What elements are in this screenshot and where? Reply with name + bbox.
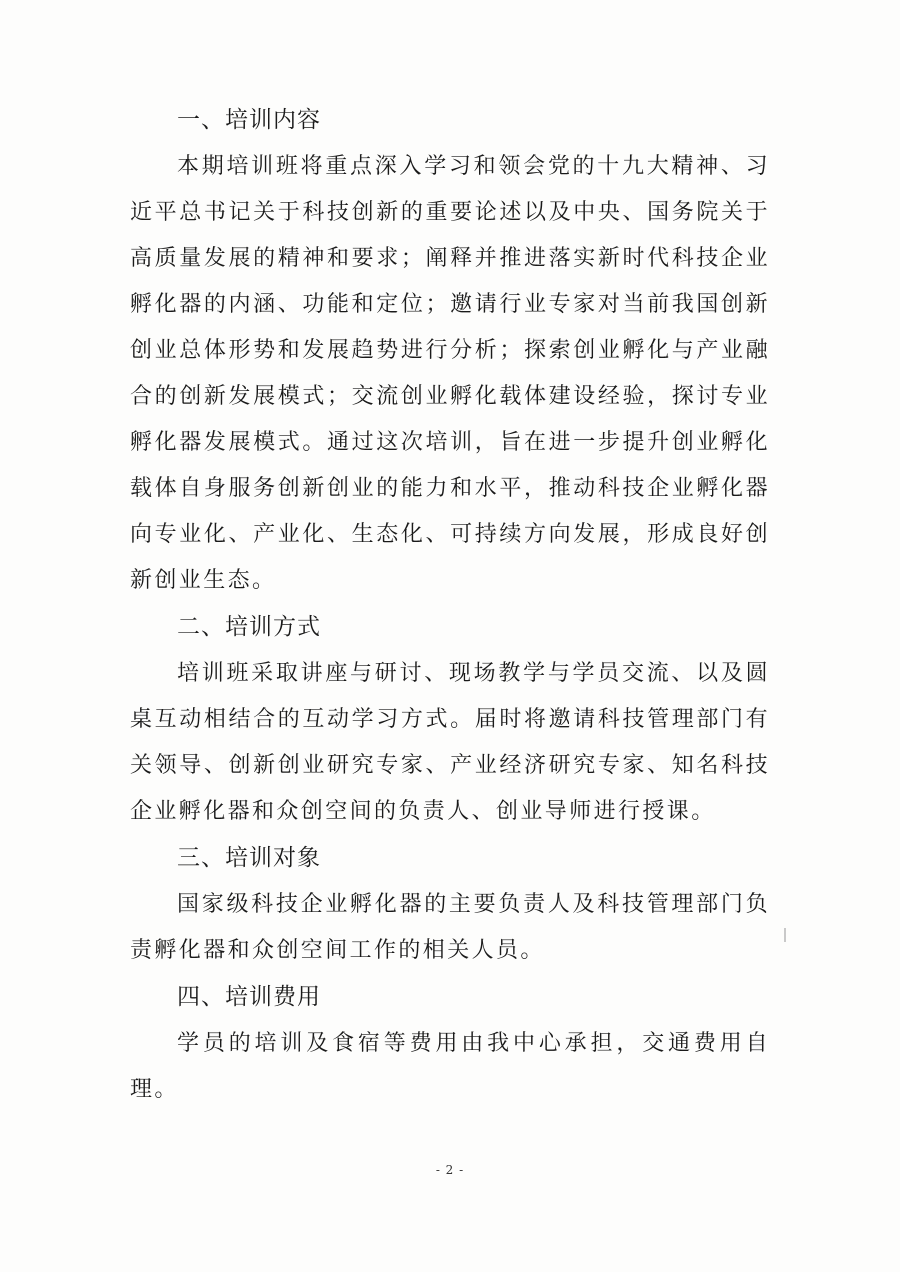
page-number: - 2 - (435, 1163, 465, 1177)
section-heading-method: 二、培训方式 (177, 614, 321, 640)
section-paragraph-fees: 学员的培训及食宿等费用由我中心承担，交通费用自理。 (130, 1031, 770, 1102)
section-heading-fees: 四、培训费用 (177, 984, 321, 1010)
document-body (130, 97, 770, 1113)
section-paragraph-content: 本期培训班将重点深入学习和领会党的十九大精神、习近平总书记关于科技创新的重要论述以及中央、国务院关于高质量发展的精神和要求；阐释并推进落实新时代科技企业孵化器的内涵、功能和定位；邀请行业专家对当前我国创新创业总体形势和发展趋势进行分析；探索创业孵化与产业融合的创新发展模式；交流创业孵化载体建设经验，探讨专业孵化器发展模式。通过这次培训，旨在进一步提升创业孵化载体自身服务创新创业的能力和水平，推动科技企业孵化器向专业化、产业化、生态化、可持续方向发展，形成良好创新创业生态。 (130, 154, 770, 593)
section-paragraph-audience: 国家级科技企业孵化器的主要负责人及科技管理部门负责孵化器和众创空间工作的相关人员。 (130, 892, 770, 963)
section-heading-audience: 三、培训对象 (177, 845, 321, 871)
section-paragraph-method: 培训班采取讲座与研讨、现场教学与学员交流、以及圆桌互动相结合的互动学习方式。届时将邀请科技管理部门有关领导、创新创业研究专家、产业经济研究专家、知名科技企业孵化器和众创空间的负责人、创业导师进行授课。 (130, 661, 770, 824)
section-heading-content: 一、培训内容 (177, 107, 321, 133)
scan-artifact (784, 928, 786, 942)
